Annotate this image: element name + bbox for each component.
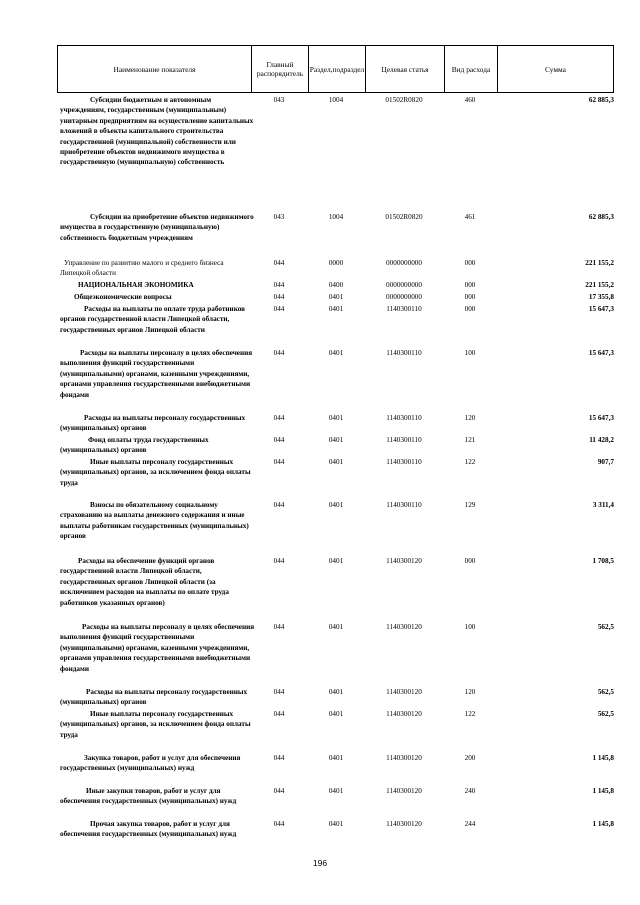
row-admin: 044 [273, 623, 285, 631]
row-admin: 044 [273, 414, 285, 422]
page-number: 196 [312, 858, 328, 868]
row-section: 0401 [328, 501, 344, 509]
row-admin: 044 [273, 281, 285, 289]
header-admin: Главный распорядитель [256, 60, 304, 78]
row-kind: 000 [464, 293, 476, 301]
row-kind: 244 [464, 820, 476, 828]
row-sum: 562,5 [597, 710, 614, 718]
row-admin: 044 [273, 458, 285, 466]
row-section: 0401 [328, 820, 344, 828]
row-sum: 15 647,3 [588, 305, 614, 313]
row-name: Расходы на выплаты по оплате труда работников органов государственной власти Липецкой области, государственных органов Липецкой области [60, 305, 246, 334]
header-target: Целевая статья [381, 64, 429, 74]
header-section: Раздел,подраздел [309, 64, 365, 74]
row-name: Расходы на обеспечение функций органов государственной власти Липецкой области, государственных органов Липецкой области (за исключением расходов на выплаты по оплате труда работников указанных органов) [60, 557, 229, 607]
row-kind: 000 [464, 305, 476, 313]
row-kind: 460 [464, 96, 476, 104]
row-target: 1140300120 [386, 688, 422, 696]
row-sum: 15 647,3 [588, 414, 614, 422]
row-sum: 907,7 [597, 458, 614, 466]
row-sum: 11 428,2 [589, 436, 614, 444]
row-kind: 000 [464, 281, 476, 289]
row-sum: 62 885,3 [588, 96, 614, 104]
row-name: Прочая закупка товаров, работ и услуг для обеспечения государственных (муниципальных) нужд [60, 820, 237, 839]
row-name: Расходы на выплаты персоналу в целях обеспечения выполнения функций государственными (муниципальными) органами, казенными учреждениями, органами управления государственными внебюджетными фондами [60, 623, 255, 673]
row-section: 0401 [328, 754, 344, 762]
row-section: 0401 [328, 623, 344, 631]
row-admin: 044 [273, 557, 285, 565]
row-sum: 17 355,8 [588, 293, 614, 301]
row-name: Расходы на выплаты персоналу государственных (муниципальных) органов [60, 688, 248, 707]
row-admin: 043 [273, 96, 285, 104]
row-sum: 562,5 [597, 623, 614, 631]
row-sum: 15 647,3 [588, 349, 614, 357]
row-target: 1140300110 [386, 349, 422, 357]
row-kind: 120 [464, 688, 476, 696]
row-section: 0401 [328, 710, 344, 718]
row-target: 1140300110 [386, 305, 422, 313]
row-name: Управление по развитию малого и среднего бизнеса Липецкой области [60, 259, 224, 278]
header-sum: Сумма [545, 64, 566, 74]
row-section: 0401 [328, 414, 344, 422]
row-sum: 1 145,8 [592, 820, 614, 828]
row-section: 0401 [328, 787, 344, 795]
row-name: НАЦИОНАЛЬНАЯ ЭКОНОМИКА [78, 281, 194, 289]
row-target: 1140300120 [386, 754, 422, 762]
row-name: Иные выплаты персоналу государственных (муниципальных) органов, за исключением фонда оплаты труда [60, 710, 251, 739]
row-sum: 62 885,3 [588, 213, 614, 221]
row-sum: 221 155,2 [585, 259, 614, 267]
row-name: Закупка товаров, работ и услуг для обеспечения государственных (муниципальных) нужд [60, 754, 241, 773]
row-admin: 043 [273, 213, 285, 221]
row-name: Иные закупки товаров, работ и услуг для обеспечения государственных (муниципальных) нужд [60, 787, 237, 806]
row-kind: 461 [464, 213, 476, 221]
row-name: Фонд оплаты труда государственных (муниципальных) органов [60, 436, 209, 455]
row-kind: 120 [464, 414, 476, 422]
table-header [57, 45, 614, 93]
row-admin: 044 [273, 688, 285, 696]
row-target: 1140300110 [386, 458, 422, 466]
row-section: 0401 [328, 305, 344, 313]
row-target: 1140300120 [386, 787, 422, 795]
row-name: Расходы на выплаты персоналу в целях обеспечения выполнения функций государственными (муниципальными) органами, казенными учреждениями, органами управления государственными внебюджетными фондами [60, 349, 253, 399]
row-kind: 122 [464, 458, 476, 466]
row-section: 0401 [328, 349, 344, 357]
row-target: 1140300120 [386, 710, 422, 718]
row-section: 0401 [328, 436, 344, 444]
row-kind: 100 [464, 623, 476, 631]
row-admin: 044 [273, 501, 285, 509]
row-sum: 1 145,8 [592, 754, 614, 762]
row-kind: 000 [464, 259, 476, 267]
row-kind: 100 [464, 349, 476, 357]
row-kind: 121 [464, 436, 476, 444]
row-admin: 044 [273, 349, 285, 357]
row-target: 1140300110 [386, 414, 422, 422]
row-admin: 044 [273, 754, 285, 762]
row-section: 1004 [328, 96, 344, 104]
row-target: 1140300120 [386, 623, 422, 631]
row-sum: 1 145,8 [592, 787, 614, 795]
header-kind: Вид расхода [451, 64, 491, 74]
row-admin: 044 [273, 436, 285, 444]
row-name: Субсидии на приобретение объектов недвижимого имущества в государственную (муниципальную) собственность бюджетным учреждениям [60, 213, 254, 242]
row-admin: 044 [273, 293, 285, 301]
row-target: 1140300110 [386, 436, 422, 444]
row-name: Субсидии бюджетным и автономным учреждениям, государственным (муниципальным) унитарным предприятиям на осуществление капитальных вложений в объекты капитального строительства государственной (муниципальной) собственности или приобретение объектов недвижимого имущества в государственную (муниципальную) собственность [60, 96, 254, 167]
row-kind: 122 [464, 710, 476, 718]
row-section: 0401 [328, 458, 344, 466]
row-kind: 129 [464, 501, 476, 509]
row-admin: 044 [273, 259, 285, 267]
header-name: Наименование показателя [113, 64, 196, 74]
row-admin: 044 [273, 305, 285, 313]
row-target: 01502R0820 [385, 213, 423, 221]
row-admin: 044 [273, 787, 285, 795]
row-section: 1004 [328, 213, 344, 221]
row-sum: 221 155,2 [585, 281, 614, 289]
row-name: Иные выплаты персоналу государственных (муниципальных) органов, за исключением фонда оплаты труда [60, 458, 251, 487]
row-target: 1140300110 [386, 501, 422, 509]
row-kind: 200 [464, 754, 476, 762]
row-target: 0000000000 [386, 281, 422, 289]
row-section: 0401 [328, 688, 344, 696]
row-section: 0401 [328, 293, 344, 301]
row-sum: 1 708,5 [592, 557, 614, 565]
row-target: 0000000000 [386, 293, 422, 301]
row-kind: 000 [464, 557, 476, 565]
row-admin: 044 [273, 710, 285, 718]
row-target: 1140300120 [386, 820, 422, 828]
row-section: 0000 [328, 259, 344, 267]
row-sum: 562,5 [597, 688, 614, 696]
row-name: Общеэкономические вопросы [74, 293, 172, 301]
row-section: 0400 [328, 281, 344, 289]
row-name: Расходы на выплаты персоналу государственных (муниципальных) органов [60, 414, 246, 433]
row-target: 0000000000 [386, 259, 422, 267]
row-sum: 3 311,4 [592, 501, 614, 509]
row-admin: 044 [273, 820, 285, 828]
row-name: Взносы по обязательному социальному страхованию на выплаты денежного содержания и иные выплаты работникам государственных (муниципальных) органов [60, 501, 249, 541]
row-kind: 240 [464, 787, 476, 795]
row-section: 0401 [328, 557, 344, 565]
row-target: 1140300120 [386, 557, 422, 565]
row-target: 01502R0820 [385, 96, 423, 104]
